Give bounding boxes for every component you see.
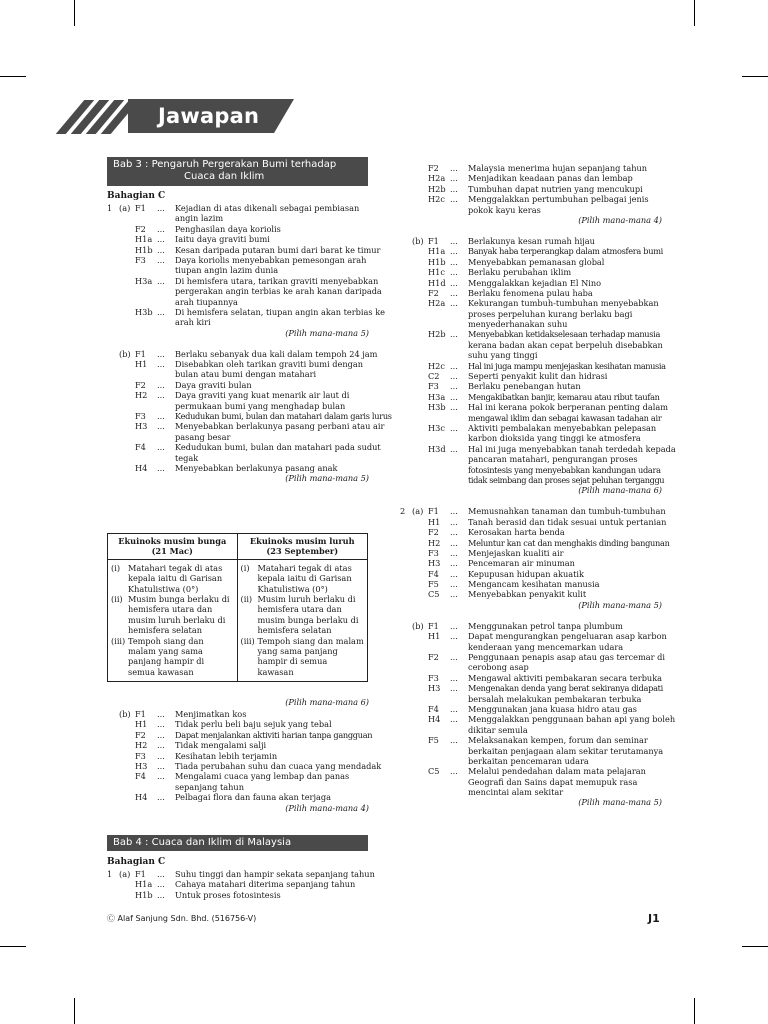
page-number: J1 (648, 912, 660, 925)
answer-continuation: menyederhanakan suhu (468, 319, 568, 330)
answer-continuation: suhu yang tinggi (468, 350, 538, 361)
answer-continuation: bulan atau bumi dengan matahari (175, 369, 317, 380)
answer-line: F5 ... Melaksanakan kempen, forum dan seminar (428, 735, 648, 746)
copyright-notice: Ⓒ Alaf Sanjung Sdn. Bhd. (516756-V) (107, 914, 257, 923)
answer-line: H3 ... Mengenakan denda yang berat sekiranya didapati (428, 683, 663, 694)
answer-continuation: mengawal iklim dan sebagai kawasan tadahan air (468, 412, 662, 423)
crop-mark (694, 998, 695, 1024)
answer-line: F2 ... Malaysia menerima hujan sepanjang tahun (428, 163, 648, 173)
answer-line: F2 ... Dapat menjalankan aktiviti harian tanpa gangguan (135, 729, 373, 740)
answer-continuation: tiupan angin lazim dunia (175, 265, 279, 276)
table-column-autumn (238, 560, 368, 681)
answer-continuation: tegak (175, 452, 199, 463)
answer-line: F2 ... Penggunaan penapis asap atau gas tercemar di (428, 652, 665, 663)
section-heading: Bahagian C (107, 191, 166, 201)
answer-group-1a (107, 203, 392, 485)
answer-continuation: Geografi dan Sains dapat memupuk rasa (468, 776, 638, 787)
answer-continuation: dikitar semula (468, 724, 528, 735)
answer-line: H2c ... Hal ini juga mampu menjejaskan kesihatan manusia (428, 360, 666, 371)
choice-note: (Pilih mana-mana 6) (285, 697, 369, 707)
answer-line: F3 ... Kesihatan lebih terjamin (135, 750, 278, 761)
answer-line: H1b ... Kesan daripada putaran bumi dari barat ke timur (135, 244, 381, 255)
page-title: Jawapan (158, 104, 260, 128)
answer-line: H2 ... Tidak mengalami salji (135, 740, 267, 751)
answer-continuation: pokok kayu keras (468, 204, 541, 215)
choice-note: (Pilih mana-mana 5) (578, 599, 662, 610)
table-item: (iii) Tempoh siang dan malam yang sama panjang hampir di semua kawasan (111, 635, 205, 677)
answer-line: H2b ... Tumbuhan dapat nutrien yang mencukupi (428, 183, 643, 194)
answer-line: F4 ... Mengalami cuaca yang lembap dan panas (135, 771, 350, 782)
answer-line: H3c ... Aktiviti pembalakan menyebabkan pelepasan (428, 422, 657, 433)
answer-line: H1a ... Banyak haba terperangkap dalam atmosfera bumi (428, 246, 663, 257)
answer-continuation: karbon dioksida yang tinggi ke atmosfera (468, 433, 641, 444)
answer-line: H2c ... Menggalakkan pertumbuhan pelbagai jenis (428, 194, 649, 205)
answer-line: H1 ... Disebabkan oleh tarikan graviti bumi dengan (135, 359, 364, 370)
answer-line: (b) F1 ... Berlakunya kesan rumah hijau (412, 235, 595, 246)
answer-continuation: proses perpeluhan kurang berlaku bagi (468, 308, 633, 319)
answer-line: H3b ... Hal ini kerana pokok berperanan penting dalam (428, 402, 669, 413)
answer-line: H2 ... Daya graviti yang kuat menarik air laut di (135, 390, 350, 401)
table-header-spring: Ekuinoks musim bunga (21 Mac) (108, 534, 238, 559)
answer-line: F2 ... Daya graviti bulan (135, 379, 252, 390)
crop-mark (742, 946, 768, 947)
answer-continuation: mencintai alam sekitar (468, 787, 564, 798)
answer-line: H3 ... Tiada perubahan suhu dan cuaca yang mendadak (135, 760, 382, 771)
chapter-3-heading (107, 157, 368, 186)
answer-line: H1a ... Cahaya matahari diterima sepanjang tahun (135, 879, 356, 890)
answer-line: (b) F1 ... Menggunakan petrol tanpa plumbum (412, 620, 623, 631)
answer-line: 1 (a) F1 ... Suhu tinggi dan hampir sekata sepanjang tahun (107, 869, 375, 879)
choice-note: (Pilih mana-mana 5) (285, 327, 369, 338)
answer-continuation: pasang besar (175, 431, 231, 442)
table-item: (iii) Tempoh siang dan malam yang sama panjang hampir di semua kawasan (240, 635, 364, 677)
answer-line: H1b ... Menyebabkan pemanasan global (428, 256, 605, 267)
answer-continuation: bersalah melakukan pembakaran terbuka (468, 693, 642, 704)
table-item: (i) Matahari tegak di atas kepala iaitu di Garisan Khatulistiwa (0°) (111, 562, 223, 594)
answer-line: 1 (a) F1 ... Kejadian di atas dikenali sebagai pembiasan (107, 203, 360, 213)
answer-line: F2 ... Kerosakan harta benda (428, 527, 565, 538)
crop-mark (74, 998, 75, 1024)
answer-line: H4 ... Menggalakkan penggunaan bahan api yang boleh (428, 714, 676, 725)
answer-line: H1 ... Tidak perlu beli baju sejuk yang tebal (135, 719, 332, 730)
answer-line: F3 ... Kedudukan bumi, bulan dan matahari dalam garis lurus (135, 411, 392, 422)
answer-line: F3 ... Berlaku penebangan hutan (428, 381, 581, 392)
answer-line: H2a ... Menjadikan keadaan panas dan lembap (428, 173, 633, 184)
answer-line: H1a ... Iaitu daya graviti bumi (135, 234, 270, 245)
answer-line: F5 ... Mengancam kesihatan manusia (428, 579, 600, 590)
answer-continuation: cerobong asap (468, 662, 529, 673)
answer-line: F4 ... Kedudukan bumi, bulan dan matahari pada sudut (135, 442, 381, 453)
answer-continuation: berkaitan pencemaran udara (468, 755, 589, 766)
answer-line: H2 ... Meluntur kan cat dan menghakis dinding bangunan (428, 537, 670, 548)
answer-line: (b) F1 ... Berlaku sebanyak dua kali dalam tempoh 24 jam (119, 348, 378, 359)
answer-line: H4 ... Menyebabkan berlakunya pasang anak (135, 462, 338, 473)
answer-line: C5 ... Melalui pendedahan dalam mata pelajaran (428, 766, 646, 777)
answer-line: H1 ... Tanah berasid dan tidak sesuai untuk pertanian (428, 516, 667, 527)
answer-group-right-1 (400, 163, 676, 809)
answer-line: H2a ... Kekurangan tumbuh-tumbuhan menyebabkan (428, 298, 659, 309)
equinox-table (107, 533, 368, 682)
crop-mark (0, 76, 26, 77)
crop-mark (0, 946, 26, 947)
answer-group-b (107, 697, 382, 815)
answer-line: F2 ... Berlaku fenomena pulau haba (428, 287, 593, 298)
chapter-4-heading: Bab 4 : Cuaca dan Iklim di Malaysia (107, 835, 368, 851)
answer-line: H2b ... Menyebabkan ketidakselesaan terhadap manusia (428, 329, 661, 340)
answer-line: F4 ... Kepupusan hidupan akuatik (428, 568, 584, 579)
table-item: (i) Matahari tegak di atas kepala iaitu di Garisan Khatulistiwa (0°) (240, 562, 352, 594)
answer-line: H4 ... Pelbagai flora dan fauna akan terjaga (135, 792, 331, 803)
answer-line: C5 ... Menyebabkan penyakit kulit (428, 589, 587, 600)
table-column-spring (108, 560, 238, 681)
choice-note: (Pilih mana-mana 5) (578, 797, 662, 808)
section-heading: Bahagian C (107, 857, 166, 867)
answer-continuation: pancaran matahari, pengurangan proses (468, 454, 638, 465)
answer-continuation: pergerakan angin terbias ke arah kanan daripada (175, 286, 382, 297)
answer-line: H3 ... Pencemaran air minuman (428, 558, 575, 569)
choice-note: (Pilih mana-mana 6) (578, 485, 662, 496)
chapter-3-line1: Bab 3 : Pengaruh Pergerakan Bumi terhadap (113, 159, 337, 170)
answer-line: H1c ... Berlaku perubahan iklim (428, 267, 572, 278)
answer-continuation: berkaitan penjagaan alam sekitar terutamanya (468, 745, 664, 756)
crop-mark (74, 0, 75, 26)
answer-line: H3a ... Mengakibatkan banjir, kemarau atau ribut taufan (428, 391, 660, 402)
answer-line: H1 ... Dapat mengurangkan pengeluaran asap karbon (428, 631, 667, 642)
answer-line: H3b ... Di hemisfera selatan, tiupan angin akan terbias ke (135, 306, 386, 317)
answer-line: H3 ... Menyebabkan berlakunya pasang perbani atau air (135, 421, 385, 432)
answer-line: (b) F1 ... Menjimatkan kos (119, 709, 247, 719)
answer-line: H1b ... Untuk proses fotosintesis (135, 889, 281, 900)
answer-continuation: arah tiupannya (175, 296, 238, 307)
table-header-autumn: Ekuinoks musim luruh (23 September) (249, 536, 355, 557)
answer-line: F3 ... Daya koriolis menyebabkan pemesongan arah (135, 254, 367, 265)
answer-continuation: tidak seimbang dan proses sejat peluhan terganggu (468, 474, 665, 485)
answer-continuation: kerana badan akan cepat berpeluh disebabkan (468, 339, 663, 350)
answer-line: F3 ... Menjejaskan kualiti air (428, 547, 564, 558)
answer-continuation: permukaan bumi yang menghadap bulan (175, 400, 346, 411)
answer-line: F2 ... Penghasilan daya koriolis (135, 223, 281, 234)
answer-line: H3d ... Hal ini juga menyebabkan tanah terdedah kepada (428, 443, 676, 454)
crop-mark (742, 76, 768, 77)
answer-line: F3 ... Mengawal aktiviti pembakaran secara terbuka (428, 672, 663, 683)
answer-continuation: kenderaan yang mencemarkan udara (468, 641, 624, 652)
answer-continuation: fotosintesis yang menyebabkan kandungan udara (468, 464, 661, 475)
answer-line: F4 ... Menggunakan jana kuasa hidro atau gas (428, 703, 637, 714)
choice-note: (Pilih mana-mana 5) (285, 473, 369, 484)
table-body (108, 560, 367, 681)
answer-line: 2 (a) F1 ... Memusnahkan tanaman dan tumbuh-tumbuhan (400, 506, 666, 517)
answer-line: H1d ... Menggalakkan kejadian El Nino (428, 277, 602, 288)
table-item: (ii) Musim bunga berlaku di hemisfera utara dan musim luruh berlaku di hemisfera selatan (111, 594, 230, 636)
answer-continuation: arah kiri (175, 317, 211, 328)
crop-mark (694, 0, 695, 26)
table-item: (ii) Musim luruh berlaku di hemisfera utara dan musim bunga berlaku di hemisfera selatan (240, 594, 359, 636)
answer-continuation: sepanjang tahun (175, 781, 244, 792)
chapter-3-line2: Cuaca dan Iklim (184, 171, 265, 182)
table-header (108, 534, 367, 560)
choice-note: (Pilih mana-mana 4) (578, 214, 662, 225)
answer-line: C2 ... Seperti penyakit kulit dan hidrasi (428, 371, 608, 382)
answer-group-bab4 (107, 869, 375, 900)
choice-note: (Pilih mana-mana 4) (285, 802, 369, 813)
answer-line: H3a ... Di hemisfera utara, tarikan graviti menyebabkan (135, 275, 379, 286)
answer-continuation: angin lazim (175, 213, 224, 224)
